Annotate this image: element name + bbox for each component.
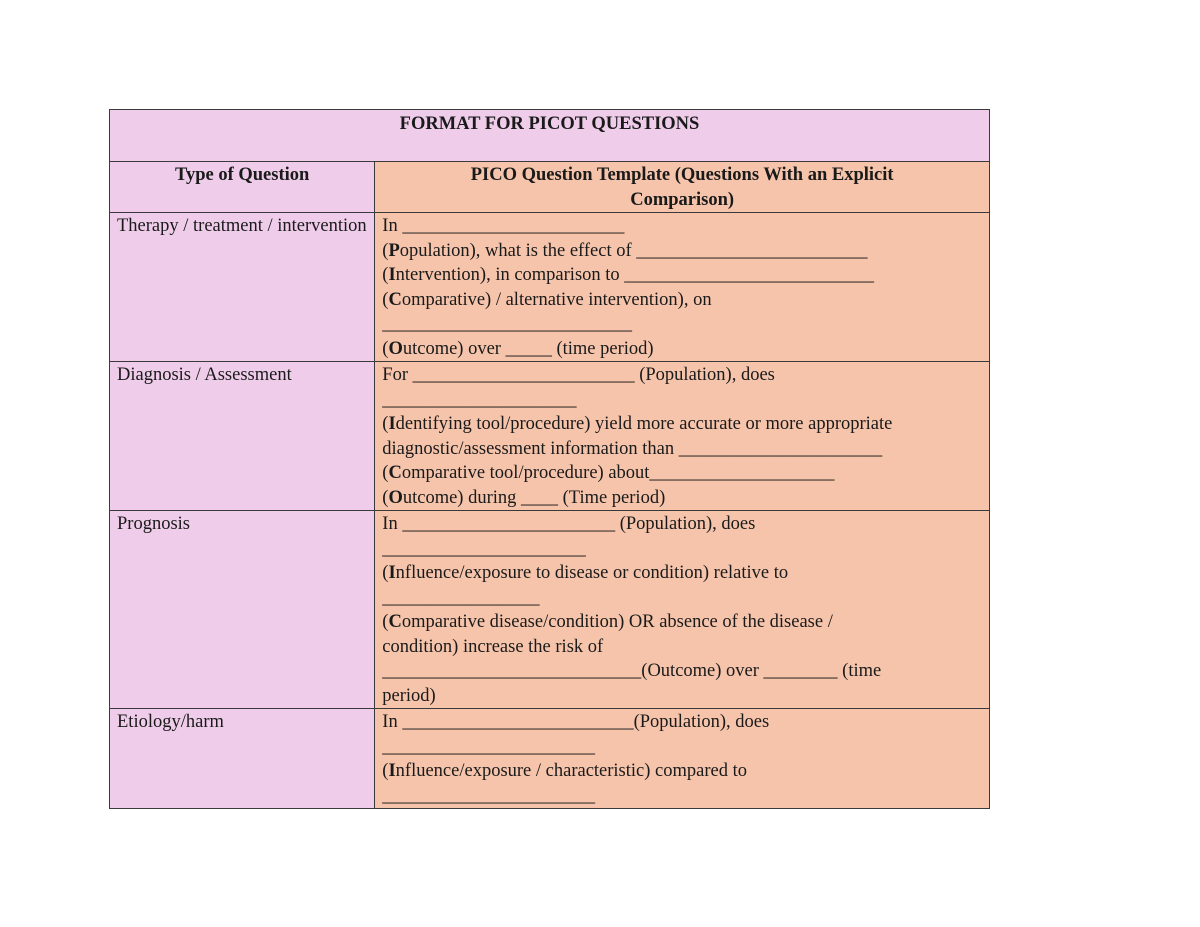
template-line: In ________________________ [382, 216, 625, 236]
header-pico-template [375, 162, 990, 213]
table-row-therapy [110, 213, 990, 362]
template-line: (Comparative) / alternative intervention), on [382, 289, 712, 310]
header-row [110, 162, 990, 213]
template-line: In _________________________(Population), does [382, 712, 770, 732]
template-line: ___________________________ [382, 314, 633, 334]
table-row-prognosis [110, 511, 990, 709]
template-line: (Comparative tool/procedure) about____________________ [382, 463, 835, 483]
template-line: (Comparative disease/condition) OR absence of the disease / [382, 612, 833, 632]
template-line: ______________________ [382, 538, 586, 559]
template-prognosis [375, 511, 990, 709]
question-type-etiology: Etiology/harm [110, 709, 375, 809]
table-title: FORMAT FOR PICOT QUESTIONS [110, 110, 990, 162]
template-line: _______________________ [382, 785, 596, 806]
template-line: In _______________________ (Population), does [382, 514, 756, 534]
header-type-of-question: Type of Question [110, 162, 375, 213]
template-diagnosis [375, 362, 990, 511]
template-etiology [375, 709, 990, 809]
table-row-etiology [110, 709, 990, 809]
template-line: diagnostic/assessment information than ______________________ [382, 438, 883, 459]
template-therapy [375, 213, 990, 362]
header-template-line: PICO Question Template (Questions With an Explicit [470, 165, 894, 185]
template-line: (Influence/exposure / characteristic) compared to [382, 761, 747, 781]
picot-format-table [109, 109, 990, 809]
header-template-line: Comparison) [630, 189, 735, 210]
question-type-prognosis: Prognosis [110, 511, 375, 709]
template-line: (Population), what is the effect of _________________________ [382, 240, 868, 261]
template-line: (Outcome) during ____ (Time period) [382, 487, 666, 508]
template-line: condition) increase the risk of [382, 636, 604, 657]
template-line: (Outcome) over _____ (time period) [382, 338, 654, 359]
question-type-therapy: Therapy / treatment / intervention [110, 213, 375, 362]
template-line: ____________________________(Outcome) over ________ (time [382, 661, 882, 681]
template-line: (Influence/exposure to disease or condition) relative to [382, 563, 789, 583]
question-type-diagnosis: Diagnosis / Assessment [110, 362, 375, 511]
template-line: _______________________ [382, 736, 596, 757]
template-line: _________________ [382, 587, 540, 608]
template-line: _____________________ [382, 389, 577, 410]
title-row [110, 110, 990, 162]
template-line: period) [382, 685, 436, 706]
template-line: (Intervention), in comparison to ___________________________ [382, 265, 875, 285]
table-row-diagnosis [110, 362, 990, 511]
template-line: For ________________________ (Population), does [382, 365, 775, 385]
template-line: (Identifying tool/procedure) yield more accurate or more appropriate [382, 414, 893, 434]
